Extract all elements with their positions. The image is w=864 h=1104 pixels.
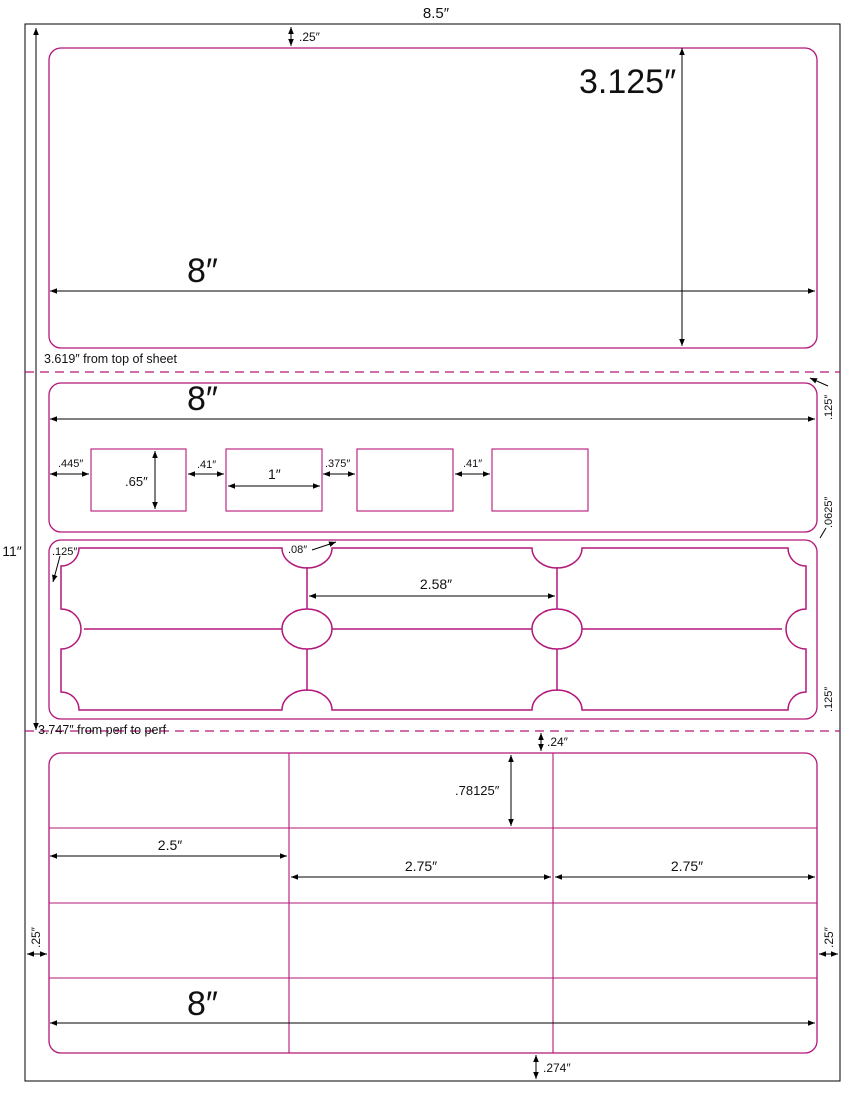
small-label-height-text: .65″ [125, 474, 148, 489]
side-margin-right-label: .25″ [822, 927, 836, 948]
col1-width-text: 2.5″ [157, 837, 183, 853]
top-large-label [49, 48, 817, 348]
gap-a-label: .41″ [197, 459, 217, 471]
top-label-height-text: 3.125″ [579, 63, 677, 101]
ticket-corner-label: .125″ [52, 546, 78, 558]
top-label-width-text: 8″ [187, 252, 218, 290]
col2-width-text: 2.75″ [404, 858, 438, 874]
gap-b-label: .375″ [325, 458, 351, 470]
corner-radius-arrow [810, 378, 828, 386]
col3-width-text: 2.75″ [670, 858, 704, 874]
ticket-bottom-corner-label: .125″ [823, 686, 835, 712]
small-label-3 [357, 449, 453, 511]
bottom-margin-label: .274″ [543, 1061, 571, 1075]
gap-c-label: .41″ [463, 458, 483, 470]
middle-strip-width-text: 8″ [187, 380, 218, 418]
gap-arrow [820, 528, 826, 538]
sheet-border [25, 24, 840, 1081]
middle-perf-note: 3.747″ from perf to perf [38, 723, 167, 737]
bottom-width-text: 8″ [187, 985, 218, 1023]
small-label-4 [492, 449, 588, 511]
middle-strip-label [49, 383, 817, 532]
notch-label: .08″ [288, 544, 308, 556]
row-height-text: .78125″ [455, 783, 500, 798]
gap-label: .0625″ [823, 496, 835, 528]
top-margin-label: .25″ [299, 30, 320, 44]
corner-radius-label: .125″ [823, 394, 835, 420]
side-margin-left-label: .25″ [29, 927, 43, 948]
ticket-cut-lines [61, 548, 806, 710]
top-perf-note: 3.619″ from top of sheet [44, 352, 177, 366]
ticket-pitch-text: 2.58″ [419, 576, 453, 592]
left-offset-label: .445″ [58, 458, 84, 470]
ticket-corner-arrow [53, 556, 60, 582]
small-label-width-text: 1″ [268, 466, 281, 482]
sheet-width-label: 8.5″ [422, 5, 450, 22]
sheet-height-label: 11″ [2, 543, 22, 559]
bottom-grid-lines [49, 753, 817, 1053]
bottom-top-gap-label: .24″ [547, 735, 568, 749]
